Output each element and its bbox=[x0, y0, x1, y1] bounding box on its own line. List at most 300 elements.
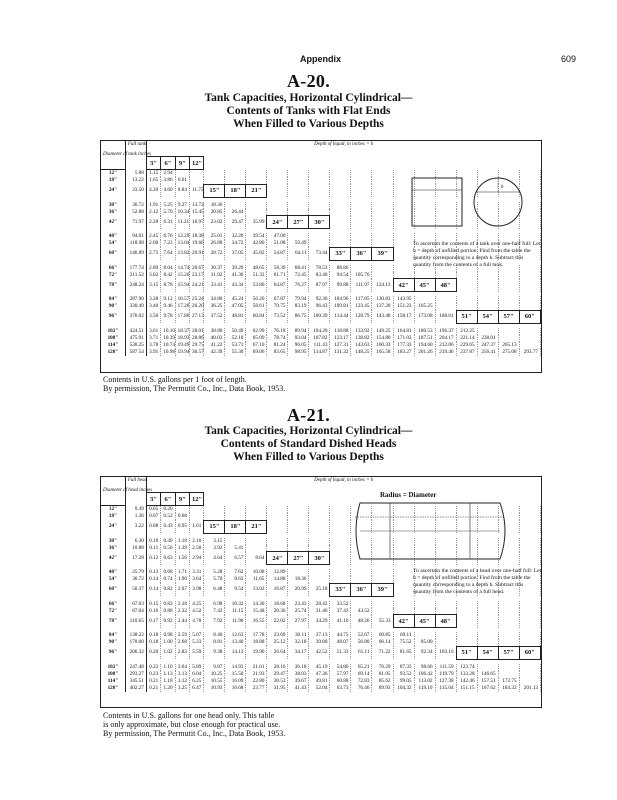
capacity-cell: 0.83 bbox=[161, 601, 175, 608]
capacity-cell: 194.60 bbox=[414, 342, 435, 349]
depth-label: 24" bbox=[267, 552, 288, 565]
capacity-cell: 76.29 bbox=[372, 664, 393, 671]
capacity-cell: 2.60 bbox=[146, 240, 160, 247]
capacity-cell: 59.49 bbox=[288, 240, 309, 247]
capacity-cell: 87.97 bbox=[309, 279, 330, 292]
capacity-cell: 118.88 bbox=[330, 328, 351, 335]
capacity-cell: 28.72 bbox=[204, 247, 225, 260]
capacity-cell: 42.39 bbox=[204, 349, 225, 356]
capacity-cell: 5.25 bbox=[161, 202, 175, 209]
capacity-cell: 98.66 bbox=[414, 664, 435, 671]
running-header-section: Appendix bbox=[300, 54, 342, 64]
capacity-cell: 20.91 bbox=[189, 247, 203, 260]
diameter-cell: 66" bbox=[101, 601, 125, 608]
capacity-cell: 56.20 bbox=[246, 296, 267, 303]
capacity-cell: 111.59 bbox=[435, 664, 456, 671]
capacity-cell: 62.99 bbox=[246, 328, 267, 335]
capacity-cell: 0.56 bbox=[161, 545, 175, 552]
capacity-cell: 3.91 bbox=[146, 349, 160, 356]
capacity-cell: 104.96 bbox=[330, 296, 351, 303]
table-row bbox=[101, 310, 541, 323]
capacity-cell: 237.87 bbox=[456, 349, 477, 356]
capacity-cell: 58.39 bbox=[267, 265, 288, 272]
capacity-cell: 1.56 bbox=[175, 552, 189, 565]
capacity-cell: 92.34 bbox=[414, 646, 435, 659]
capacity-cell: 10.34 bbox=[175, 209, 189, 216]
full-capacity-cell: 3.22 bbox=[125, 520, 146, 533]
capacity-cell: 63.73 bbox=[330, 685, 351, 692]
header-row bbox=[101, 141, 541, 157]
capacity-cell: 39.29 bbox=[225, 265, 246, 272]
capacity-cell: 7.92 bbox=[204, 615, 225, 628]
capacity-cell: 173.08 bbox=[414, 310, 435, 323]
capacity-cell: 25.74 bbox=[288, 608, 309, 615]
capacity-cell: 5.07 bbox=[189, 632, 203, 639]
caption-a21 bbox=[103, 711, 285, 738]
capacity-cell: 13.40 bbox=[225, 639, 246, 646]
capacity-cell: 0.08 bbox=[146, 520, 160, 533]
capacity-cell: 3.40 bbox=[146, 303, 160, 310]
capacity-cell: 72.45 bbox=[288, 272, 309, 279]
capacity-cell: 73.52 bbox=[267, 310, 288, 323]
capacity-cell: 89.94 bbox=[288, 328, 309, 335]
capacity-cell: 26.64 bbox=[267, 646, 288, 659]
capacity-cell: 131.32 bbox=[330, 349, 351, 356]
capacity-cell: 1.15 bbox=[146, 170, 160, 178]
diameter-cell: 84" bbox=[101, 296, 125, 303]
capacity-cell: 149.25 bbox=[372, 328, 393, 335]
depth-label: 60" bbox=[519, 646, 540, 659]
capacity-cell: 72.83 bbox=[351, 678, 372, 685]
depth-label: 9" bbox=[175, 493, 189, 506]
capacity-cell: 2.07 bbox=[175, 583, 189, 596]
capacity-cell: 56.80 bbox=[351, 639, 372, 646]
full-capacity-cell: 402.27 bbox=[125, 685, 146, 692]
capacity-cell: 2.12 bbox=[146, 209, 160, 216]
capacity-cell: 0.13 bbox=[146, 569, 160, 576]
capacity-cell: 17.78 bbox=[246, 632, 267, 639]
capacity-cell: 58.61 bbox=[246, 303, 267, 310]
capacity-cell: 17.86 bbox=[175, 310, 189, 323]
capacity-cell: 42.52 bbox=[309, 646, 330, 659]
capacity-cell: 7.42 bbox=[204, 608, 225, 615]
capacity-cell: 99.05 bbox=[393, 678, 414, 685]
capacity-cell: 29.47 bbox=[225, 216, 246, 229]
capacity-cell: 16.57 bbox=[175, 296, 189, 303]
capacity-cell: 4.78 bbox=[189, 615, 203, 628]
capacity-cell: 8.64 bbox=[246, 552, 267, 565]
capacity-cell: 37.13 bbox=[309, 632, 330, 639]
capacity-cell: 28.16 bbox=[267, 664, 288, 671]
capacity-cell: 34.80 bbox=[204, 296, 225, 303]
table-row bbox=[101, 328, 541, 335]
capacity-cell: 4.60 bbox=[161, 184, 175, 197]
full-capacity-cell: 5.88 bbox=[125, 170, 146, 178]
diameter-cell: 102" bbox=[101, 328, 125, 335]
capacity-cell: 69.11 bbox=[393, 632, 414, 639]
capacity-cell: 34.17 bbox=[288, 646, 309, 659]
capacity-cell: 143.63 bbox=[351, 342, 372, 349]
header-row bbox=[101, 477, 541, 493]
capacity-cell: 85.62 bbox=[372, 678, 393, 685]
full-capacity-cell: 87.04 bbox=[125, 608, 146, 615]
svg-text:h: h bbox=[501, 185, 504, 190]
table-row bbox=[101, 639, 541, 646]
capacity-cell: 0.18 bbox=[146, 632, 160, 639]
capacity-cell: 26.80 bbox=[204, 240, 225, 247]
flat-end-tank-diagram bbox=[410, 172, 530, 236]
depth-label: 24" bbox=[267, 216, 288, 229]
capacity-cell: 106.42 bbox=[414, 671, 435, 678]
capacity-cell: 2.28 bbox=[146, 216, 160, 229]
capacity-cell: 8.40 bbox=[204, 632, 225, 639]
dished-head-tank-diagram bbox=[350, 499, 530, 563]
capacity-cell: 100.39 bbox=[309, 310, 330, 323]
capacity-cell: 60.85 bbox=[372, 632, 393, 639]
capacity-cell: 154.80 bbox=[372, 335, 393, 342]
capacity-cell: 81.05 bbox=[372, 671, 393, 678]
capacity-cell: 52.10 bbox=[225, 335, 246, 342]
table-row bbox=[101, 349, 541, 356]
capacity-cell: 9.54 bbox=[225, 583, 246, 596]
capacity-cell: 114.44 bbox=[330, 310, 351, 323]
capacity-cell: 187.51 bbox=[414, 335, 435, 342]
capacity-cell: 8.84 bbox=[175, 184, 189, 197]
capacity-cell: 6.31 bbox=[161, 216, 175, 229]
diameter-cell: 36" bbox=[101, 545, 125, 552]
capacity-cell: 6.76 bbox=[161, 233, 175, 240]
depth-label: 42" bbox=[393, 279, 414, 292]
capacity-cell: 0.68 bbox=[161, 569, 175, 576]
capacity-cell: 123.17 bbox=[330, 335, 351, 342]
depth-label: 3" bbox=[146, 493, 160, 506]
capacity-cell: 219.46 bbox=[435, 349, 456, 356]
capacity-cell: 60.84 bbox=[246, 310, 267, 323]
capacity-cell: 55.30 bbox=[225, 349, 246, 356]
caption-line: is only approximate, but close enough for practical use. bbox=[103, 720, 281, 729]
depth-label: 60" bbox=[519, 310, 540, 323]
capacity-cell: 93.53 bbox=[393, 671, 414, 678]
capacity-cell: 41.22 bbox=[204, 342, 225, 349]
capacity-cell: 2.59 bbox=[175, 632, 189, 639]
capacity-cell: 41.36 bbox=[225, 272, 246, 279]
capacity-cell: 3.71 bbox=[146, 335, 160, 342]
capacity-cell: 0.22 bbox=[146, 664, 160, 671]
capacity-cell: 3.78 bbox=[146, 342, 160, 349]
capacity-cell: 127.31 bbox=[330, 342, 351, 349]
diagram-label: Radius = Diameter bbox=[380, 491, 437, 499]
capacity-cell: 70.75 bbox=[267, 303, 288, 310]
depth-label: 48" bbox=[435, 279, 456, 292]
capacity-cell: 3.15 bbox=[204, 538, 225, 545]
depth-label: 12" bbox=[189, 157, 203, 170]
capacity-cell: 104.20 bbox=[309, 328, 330, 335]
diameter-cell: 66" bbox=[101, 265, 125, 272]
full-capacity-cell: 71.97 bbox=[125, 216, 146, 229]
capacity-cell: 16.68 bbox=[225, 685, 246, 692]
capacity-cell: 30.57 bbox=[189, 349, 203, 356]
full-capacity-cell: 0.49 bbox=[125, 506, 146, 514]
capacity-cell: 0.52 bbox=[161, 513, 175, 520]
capacity-cell: 99.88 bbox=[330, 279, 351, 292]
capacity-cell: 92.30 bbox=[309, 296, 330, 303]
capacity-cell: 64.87 bbox=[267, 279, 288, 292]
depth-label: 9" bbox=[175, 157, 189, 170]
capacity-cell: 9.46 bbox=[161, 303, 175, 310]
capacity-cell: 3.28 bbox=[146, 296, 160, 303]
diameter-cell: 36" bbox=[101, 209, 125, 216]
table-number-a21: A-21. bbox=[287, 405, 330, 425]
capacity-cell: 39.80 bbox=[309, 639, 330, 646]
capacity-cell: 31.92 bbox=[204, 272, 225, 279]
capacity-cell: 135.04 bbox=[435, 685, 456, 692]
capacity-cell: 0.21 bbox=[146, 678, 160, 685]
capacity-cell: 5.33 bbox=[189, 639, 203, 646]
diameter-cell: 42" bbox=[101, 552, 125, 565]
capacity-cell: 17.26 bbox=[175, 303, 189, 310]
capacity-cell: 49.81 bbox=[309, 678, 330, 685]
capacity-cell: 22.02 bbox=[267, 615, 288, 628]
capacity-cell: 221.14 bbox=[456, 335, 477, 342]
full-capacity-cell: 248.24 bbox=[125, 279, 146, 292]
capacity-cell: 11.75 bbox=[189, 184, 203, 197]
capacity-cell: 12.63 bbox=[225, 632, 246, 639]
depth-label: 18" bbox=[225, 520, 246, 533]
capacity-cell: 165.25 bbox=[414, 303, 435, 310]
capacity-cell: 146.65 bbox=[477, 671, 498, 678]
capacity-cell: 275.08 bbox=[498, 349, 519, 356]
depth-label: 45" bbox=[414, 279, 435, 292]
depth-label: 30" bbox=[309, 216, 330, 229]
full-capacity-cell: 247.48 bbox=[125, 664, 146, 671]
capacity-cell: 41.16 bbox=[330, 615, 351, 628]
caption-a20 bbox=[103, 375, 285, 393]
capacity-cell: 23.77 bbox=[246, 685, 267, 692]
capacity-cell: 29.75 bbox=[189, 342, 203, 349]
diameter-cell: 60" bbox=[101, 247, 125, 260]
capacity-cell: 21.01 bbox=[246, 664, 267, 671]
table-row bbox=[101, 685, 541, 692]
capacity-cell: 76.18 bbox=[267, 328, 288, 335]
capacity-cell: 1.02 bbox=[161, 646, 175, 659]
full-capacity-cell: 25.79 bbox=[125, 569, 146, 576]
capacity-cell: 24.21 bbox=[189, 279, 203, 292]
capacity-cell: 128.79 bbox=[351, 310, 372, 323]
capacity-cell: 23.43 bbox=[288, 601, 309, 608]
capacity-cell: 47.00 bbox=[267, 233, 288, 240]
capacity-cell: 3.25 bbox=[175, 685, 189, 692]
capacity-cell: 31.95 bbox=[267, 685, 288, 692]
capacity-cell: 1.39 bbox=[175, 545, 189, 552]
capacity-cell: 10.98 bbox=[161, 349, 175, 356]
depth-label: 54" bbox=[477, 646, 498, 659]
capacity-cell: 109.81 bbox=[330, 303, 351, 310]
capacity-cell: 15.26 bbox=[175, 272, 189, 279]
capacity-cell: 1.18 bbox=[161, 678, 175, 685]
full-column-header: Full head bbox=[125, 477, 146, 506]
capacity-cell: 157.51 bbox=[477, 678, 498, 685]
capacity-cell: 0.14 bbox=[146, 583, 160, 596]
capacity-cell: 6.48 bbox=[204, 583, 225, 596]
capacity-cell: 2.68 bbox=[175, 639, 189, 646]
capacity-cell: 1.00 bbox=[161, 639, 175, 646]
capacity-cell: 15.48 bbox=[246, 608, 267, 615]
depth-label: 33" bbox=[330, 247, 351, 260]
capacity-cell: 53.71 bbox=[225, 342, 246, 349]
capacity-cell: 32.18 bbox=[288, 639, 309, 646]
capacity-cell: 71.22 bbox=[372, 646, 393, 659]
capacity-cell: 3.13 bbox=[175, 671, 189, 678]
capacity-cell: 36.25 bbox=[204, 303, 225, 310]
capacity-cell: 13.72 bbox=[189, 202, 203, 209]
capacity-cell: 11.31 bbox=[175, 216, 189, 229]
full-capacity-cell: 110.65 bbox=[125, 615, 146, 628]
capacity-cell: 113.02 bbox=[414, 678, 435, 685]
capacity-cell: 48.81 bbox=[225, 310, 246, 323]
capacity-cell: 5.41 bbox=[225, 545, 246, 552]
capacity-cell: 20.99 bbox=[288, 583, 309, 596]
capacity-cell: 229.65 bbox=[456, 342, 477, 349]
capacity-cell: 10.39 bbox=[161, 335, 175, 342]
table-row bbox=[101, 342, 541, 349]
diameter-cell: 30" bbox=[101, 202, 125, 209]
diameter-cell: 108" bbox=[101, 335, 125, 342]
capacity-cell: 0.12 bbox=[146, 552, 160, 565]
table-row bbox=[101, 678, 541, 685]
title-line: When Filled to Various Depths bbox=[233, 118, 384, 130]
capacity-cell: 61.71 bbox=[267, 272, 288, 279]
capacity-cell: 18.37 bbox=[175, 328, 189, 335]
capacity-cell: 3.02 bbox=[146, 272, 160, 279]
capacity-cell: 19.90 bbox=[246, 646, 267, 659]
capacity-cell: 0.16 bbox=[146, 608, 160, 615]
capacity-cell: 9.38 bbox=[204, 646, 225, 659]
full-capacity-cell: 1.36 bbox=[125, 513, 146, 520]
capacity-cell: 8.78 bbox=[161, 279, 175, 292]
capacity-cell: 96.05 bbox=[288, 342, 309, 349]
capacity-cell: 18.68 bbox=[267, 601, 288, 608]
capacity-cell: 48.65 bbox=[246, 265, 267, 272]
capacity-cell: 6.47 bbox=[189, 685, 203, 692]
full-capacity-cell: 206.32 bbox=[125, 646, 146, 659]
diameter-cell: 84" bbox=[101, 632, 125, 639]
diameter-cell: 12" bbox=[101, 170, 125, 178]
depth-label: 57" bbox=[498, 646, 519, 659]
capacity-cell: 3.12 bbox=[175, 678, 189, 685]
full-capacity-cell: 345.51 bbox=[125, 678, 146, 685]
capacity-cell: 76.46 bbox=[351, 685, 372, 692]
capacity-cell: 0.63 bbox=[161, 552, 175, 565]
capacity-cell: 2.58 bbox=[189, 545, 203, 552]
capacity-cell: 2.32 bbox=[175, 608, 189, 615]
capacity-cell: 111.43 bbox=[309, 342, 330, 349]
full-capacity-cell: 13.22 bbox=[125, 177, 146, 184]
capacity-cell: 14.30 bbox=[246, 601, 267, 608]
capacity-cell: 39.54 bbox=[246, 233, 267, 240]
depth-label: 51" bbox=[456, 646, 477, 659]
caption-line: By permission, The Permutit Co., Inc., Data Book, 1953. bbox=[103, 729, 286, 738]
caption-line: By permission, The Permutit Co., Inc., Data Book, 1953. bbox=[103, 384, 286, 393]
capacity-cell: 5.28 bbox=[204, 569, 225, 576]
capacity-cell: 3.04 bbox=[175, 664, 189, 671]
capacity-cell: 180.53 bbox=[414, 328, 435, 335]
capacity-cell: 1.90 bbox=[175, 576, 189, 583]
capacity-cell: 23.02 bbox=[204, 216, 225, 229]
capacity-cell: 26.44 bbox=[225, 209, 246, 216]
capacity-cell: 98.95 bbox=[288, 349, 309, 356]
full-capacity-cell: 146.89 bbox=[125, 247, 146, 260]
capacity-cell: 83.19 bbox=[288, 303, 309, 310]
capacity-cell: 1.13 bbox=[161, 671, 175, 678]
capacity-cell: 16.09 bbox=[225, 678, 246, 685]
capacity-cell: 67.87 bbox=[267, 296, 288, 303]
capacity-cell: 0.92 bbox=[161, 615, 175, 628]
capacity-cell: 0.20 bbox=[161, 506, 175, 514]
diameter-cell: 72" bbox=[101, 608, 125, 615]
title-line: Contents of Tanks with Flat Ends bbox=[226, 105, 391, 117]
capacity-cell: 247.37 bbox=[477, 342, 498, 349]
capacity-cell: 238.01 bbox=[477, 335, 498, 342]
capacity-cell: 44.75 bbox=[330, 632, 351, 639]
capacity-cell: 0.05 bbox=[146, 506, 160, 514]
capacity-cell: 75.52 bbox=[393, 639, 414, 646]
diameter-cell: 42" bbox=[101, 216, 125, 229]
diameter-cell: 72" bbox=[101, 272, 125, 279]
capacity-cell: 11.65 bbox=[246, 576, 267, 583]
capacity-cell: 52.04 bbox=[309, 685, 330, 692]
capacity-cell: 142.46 bbox=[456, 678, 477, 685]
full-capacity-cell: 330.49 bbox=[125, 303, 146, 310]
depth-label: 39" bbox=[372, 583, 393, 596]
capacity-cell: 0.11 bbox=[146, 545, 160, 552]
capacity-cell: 196.37 bbox=[435, 328, 456, 335]
capacity-cell: 2.94 bbox=[161, 170, 175, 178]
capacity-cell: 51.32 bbox=[246, 272, 267, 279]
capacity-cell: 6.04 bbox=[189, 671, 203, 678]
capacity-cell: 127.38 bbox=[435, 678, 456, 685]
diameter-column-header: Diameter of head inches bbox=[101, 477, 125, 506]
table-title-a20 bbox=[0, 92, 617, 131]
depth-label: 57" bbox=[498, 310, 519, 323]
diameter-cell: 18" bbox=[101, 513, 125, 520]
capacity-cell: 18.36 bbox=[204, 202, 225, 209]
capacity-cell: 66.14 bbox=[372, 639, 393, 646]
usage-note-a21: To ascertain the contents of a head over one-half full: Let h = depth of unfilled portion. Find from the table the quantity corresponding to a depth h. Subtract this quantity from the contents of a full head. bbox=[413, 568, 542, 595]
capacity-cell: 28.42 bbox=[309, 601, 330, 608]
capacity-cell: 143.40 bbox=[372, 310, 393, 323]
diameter-cell: 120" bbox=[101, 685, 125, 692]
depth-label: 6" bbox=[161, 493, 175, 506]
capacity-cell: 10.32 bbox=[225, 601, 246, 608]
capacity-cell: 28.86 bbox=[189, 335, 203, 342]
diameter-cell: 78" bbox=[101, 279, 125, 292]
table-row bbox=[101, 335, 541, 342]
capacity-cell: 38.03 bbox=[288, 671, 309, 678]
capacity-cell: 48.07 bbox=[330, 639, 351, 646]
capacity-cell: 18.88 bbox=[246, 639, 267, 646]
diameter-cell: 78" bbox=[101, 615, 125, 628]
capacity-cell: 69.06 bbox=[246, 349, 267, 356]
depth-label: 42" bbox=[393, 615, 414, 628]
page-number: 609 bbox=[561, 54, 577, 64]
capacity-cell: 93.04 bbox=[288, 335, 309, 342]
capacity-cell: 28.01 bbox=[189, 328, 203, 335]
diameter-cell: 96" bbox=[101, 646, 125, 659]
capacity-cell: 32.20 bbox=[225, 233, 246, 240]
capacity-cell: 184.32 bbox=[498, 685, 519, 692]
capacity-cell: 165.58 bbox=[372, 349, 393, 356]
capacity-cell: 19.94 bbox=[175, 349, 189, 356]
